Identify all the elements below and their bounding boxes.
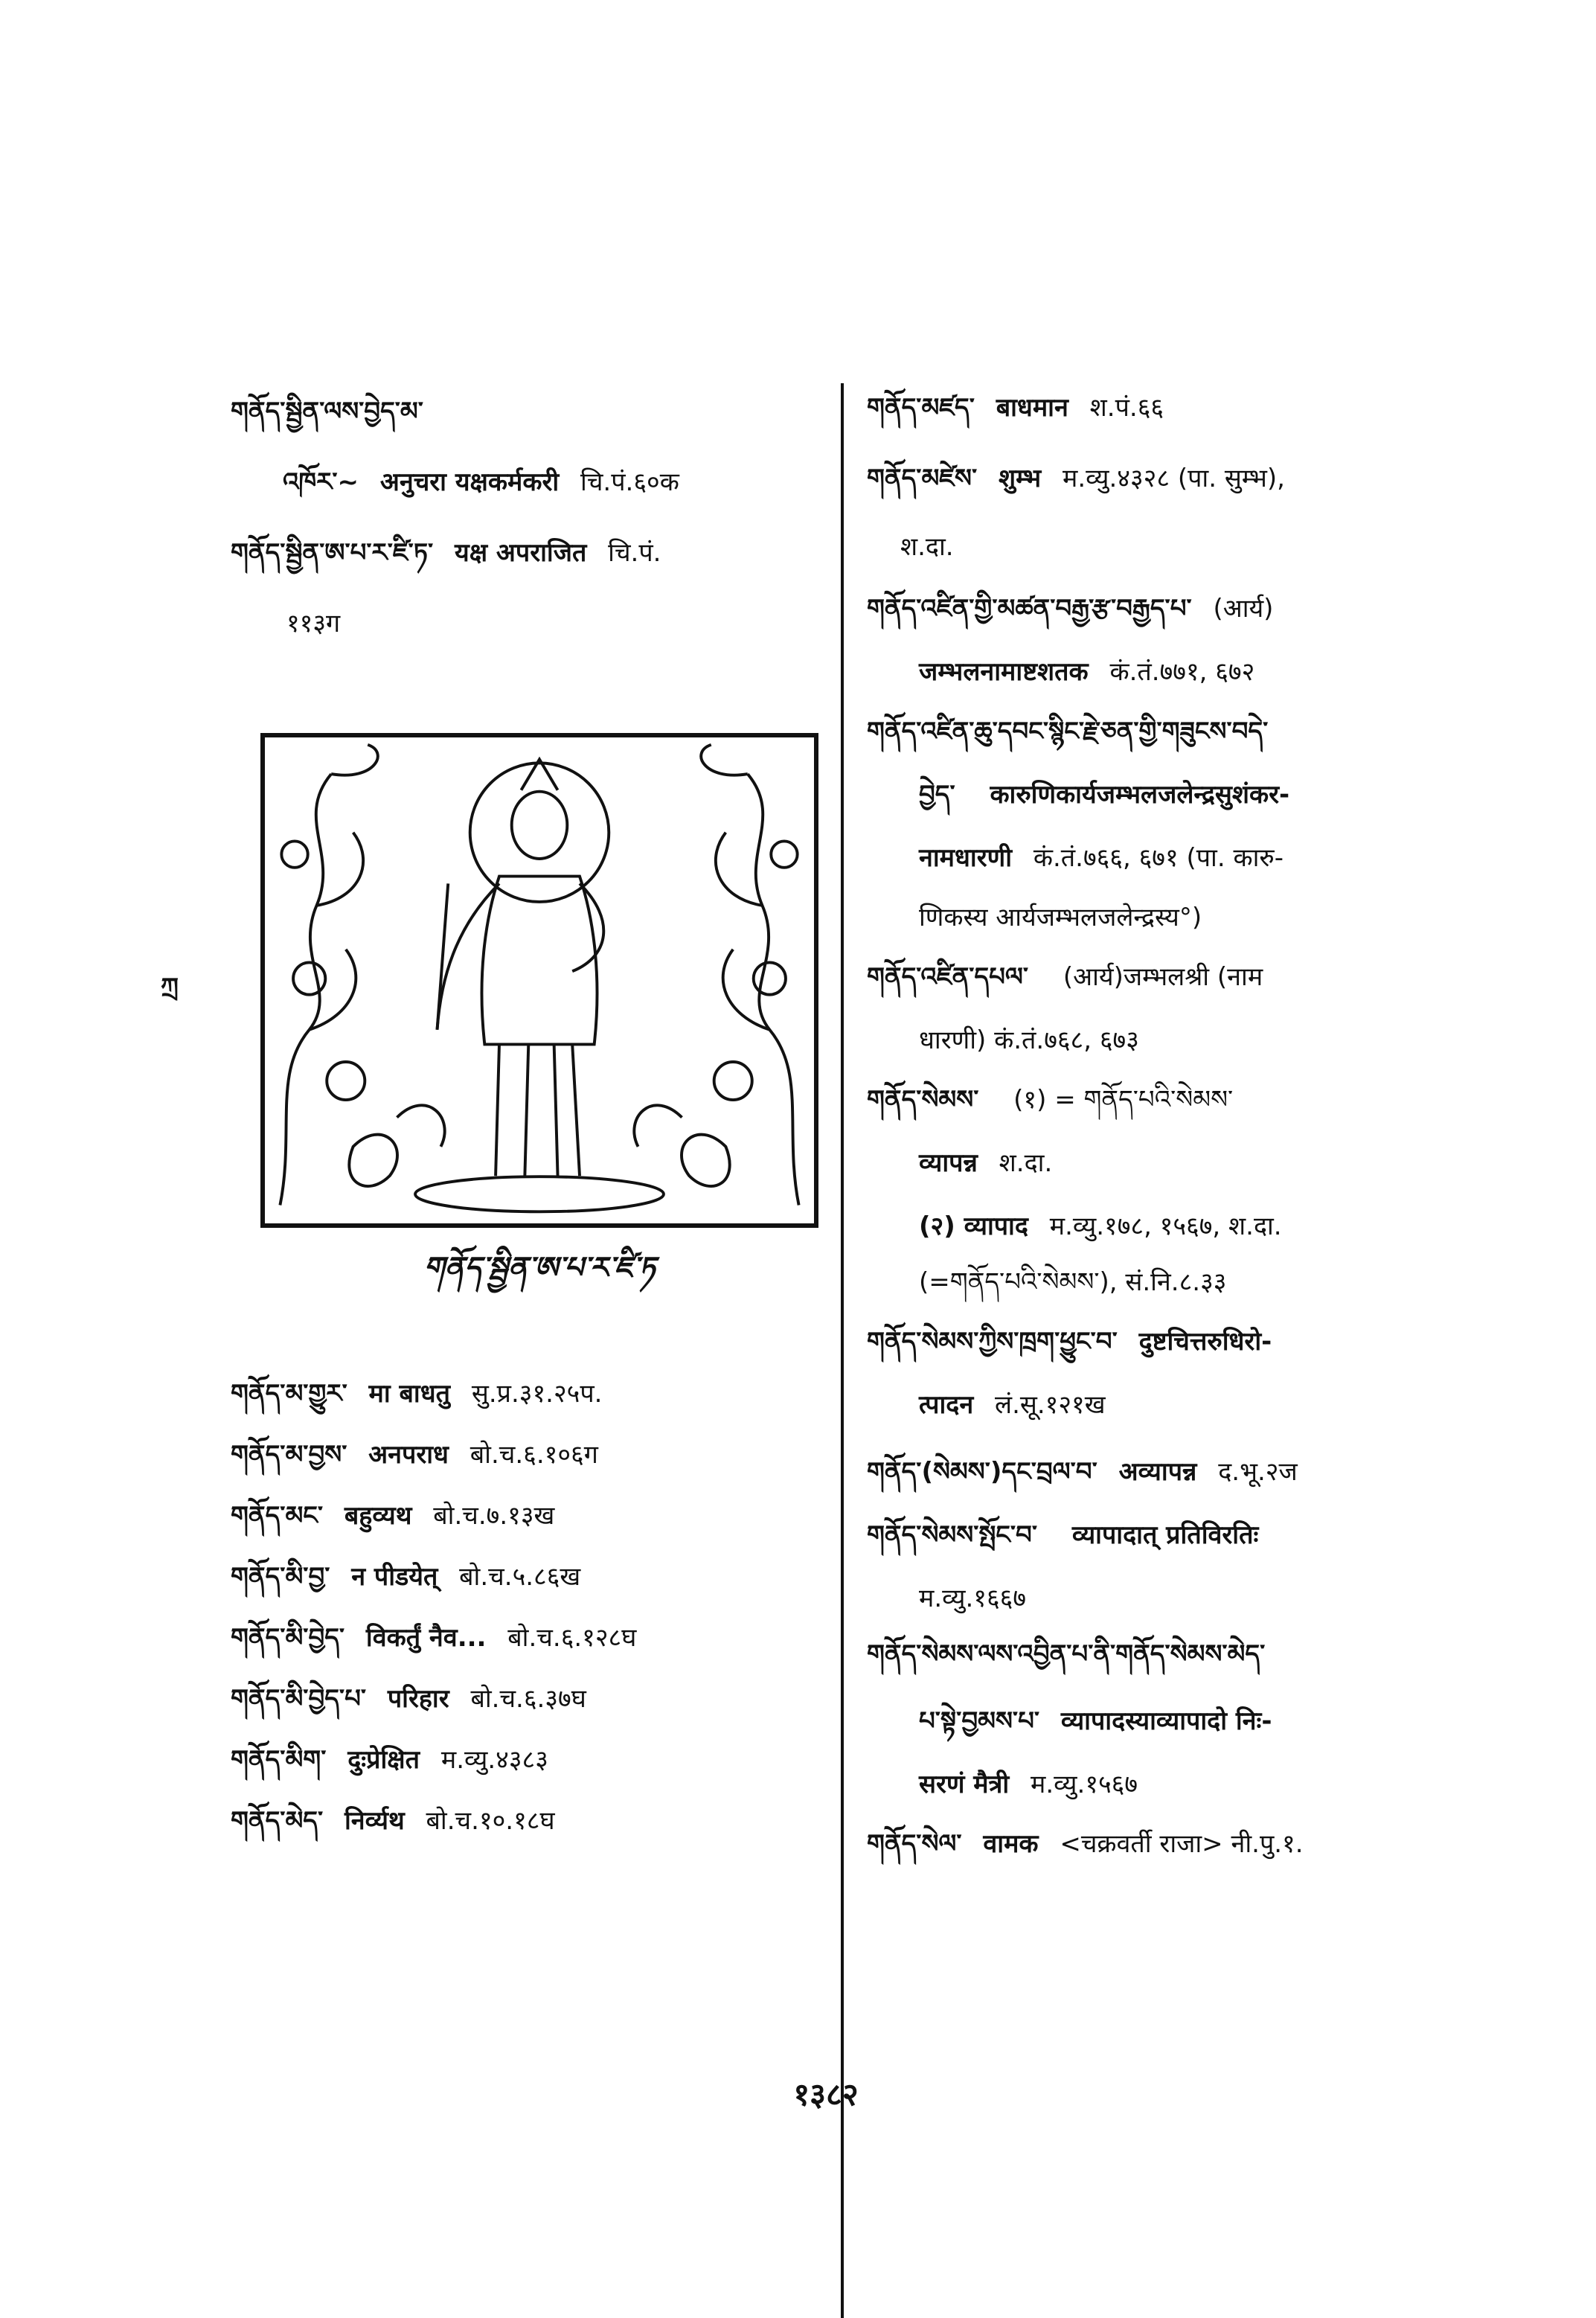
- gloss: व्यापादात् प्रतिविरतिः: [1071, 1520, 1259, 1550]
- entry-right-4: [867, 714, 1268, 749]
- headword: གནོད་འཛིན་གྱི་མཚན་བརྒྱ་རྩ་བརྒྱད་པ་: [867, 594, 1192, 624]
- entry-right-3-cont: [919, 655, 1254, 689]
- gloss: न पीडयेत्: [351, 1562, 438, 1592]
- entry-right-4-cont2: [919, 841, 1283, 875]
- page-number: १३८२: [793, 2076, 859, 2113]
- gloss: सरणं मैत्री: [919, 1770, 1010, 1799]
- headword: གནོད་མ་གྱུར་: [231, 1379, 347, 1409]
- entry-right-6-cont2: [919, 1209, 1282, 1243]
- entry-left-bottom-2: [231, 1438, 598, 1472]
- gloss: नामधारणी: [919, 843, 1013, 873]
- gloss: वामक: [983, 1829, 1039, 1859]
- gloss: बहुव्यथ: [344, 1501, 412, 1531]
- entry-right-4-cont3: [919, 900, 1202, 935]
- reference: (=གནོད་པའི་སེམས་), सं.नि.८.३३: [919, 1267, 1227, 1297]
- gloss: निर्व्यथ: [344, 1806, 405, 1836]
- margin-tab: ཀྲ: [161, 973, 179, 1002]
- entry-right-10: [867, 1637, 1265, 1671]
- gloss: अनुचरा यक्षकर्मकरी: [379, 467, 560, 497]
- gloss: दुःप्रेक्षित: [347, 1745, 420, 1775]
- figure-caption: གནོད་སྦྱིན་ཨ་པ་ར་ཛི་ཏ: [423, 1251, 656, 1285]
- entry-right-5-cont: [919, 1023, 1139, 1057]
- reference: कं.तं.७६६, ६७१ (पा. कारु-: [1033, 843, 1283, 873]
- headword: གནོད་མི་བྱེད་: [231, 1623, 345, 1653]
- headword: གནོད་འཛིན་ཆུ་དབང་སྙིང་རྗེ་ཅན་གྱི་གཟུངས་བདེ་: [867, 717, 1269, 746]
- reference: श.दा.: [999, 1148, 1053, 1178]
- headword: གནོད་མེད་: [231, 1806, 324, 1836]
- entry-left-bottom-6: [231, 1682, 586, 1716]
- headword: གནོད་མ་བྱས་: [231, 1440, 347, 1470]
- reference: ११३ग: [286, 609, 341, 638]
- entry-right-6: [867, 1083, 1233, 1117]
- entry-left-2-cont: [286, 606, 340, 641]
- gloss: त्पादन: [919, 1390, 974, 1420]
- reference: लं.सू.१२१ख: [995, 1390, 1106, 1420]
- entry-right-9-cont: [919, 1581, 1026, 1616]
- entry-left-bottom-3: [231, 1499, 554, 1533]
- entry-right-6-cont1: [919, 1146, 1052, 1180]
- reference: बो.च.५.८६ख: [459, 1562, 581, 1592]
- entry-right-9: [867, 1518, 1258, 1552]
- entry-right-2: [867, 461, 1285, 496]
- entry-right-7-cont: [919, 1388, 1106, 1422]
- column-divider: [841, 383, 844, 2318]
- gloss: व्यापन्न: [919, 1148, 978, 1178]
- gloss: मा बाधतु: [368, 1379, 451, 1409]
- reference: म.व्यु.४३८३: [440, 1745, 548, 1775]
- reference: चि.पं.: [608, 538, 661, 568]
- entry-right-5: [867, 960, 1263, 994]
- headword: གནོད་མི་བྱེད་པ་: [231, 1684, 367, 1714]
- reference: णिकस्य आर्यजम्भलजलेन्द्रस्य°): [919, 903, 1202, 932]
- entry-right-10-cont2: [919, 1767, 1138, 1802]
- headword: པ་སྟེ་བྱམས་པ་: [919, 1706, 1040, 1736]
- headword: བྱེད་: [919, 780, 955, 810]
- reference: (आर्य)जम्भलश्री (नाम: [1063, 962, 1263, 992]
- reference: बो.च.६.३७घ: [470, 1684, 586, 1714]
- gloss: (२) व्यापाद: [919, 1211, 1028, 1241]
- headword: གནོད་སེམས་ཀྱིས་ཁྲག་ཕྱུང་བ་: [867, 1327, 1118, 1357]
- reference: धारणी) कं.तं.७६८, ६७३: [919, 1025, 1139, 1055]
- entry-right-2-cont: [900, 530, 954, 564]
- entry-right-3: [867, 592, 1273, 626]
- entry-right-10-cont1: [919, 1704, 1272, 1738]
- reference: सु.प्र.३१.२५प.: [471, 1379, 603, 1409]
- reference: म.व्यु.१५६७: [1031, 1770, 1138, 1799]
- reference: द.भू.२ज: [1218, 1457, 1298, 1487]
- entry-left-bottom-5: [231, 1621, 636, 1655]
- gloss: अव्यापन्न: [1118, 1457, 1197, 1487]
- gloss: कारुणिकार्यजम्भलजलेन्द्रसुशंकर-: [990, 780, 1290, 810]
- entry-right-1: [867, 391, 1164, 425]
- reference: (आर्य): [1213, 594, 1274, 624]
- headword: གནོད་འཛིན་དཔལ་: [867, 962, 1029, 992]
- entry-right-4-cont1: [919, 778, 1289, 812]
- reference: बो.च.६.१२८घ: [507, 1623, 637, 1653]
- reference: <चक्रवर्ती राजा> नी.पु.१.: [1060, 1829, 1304, 1859]
- entry-left-bottom-7: [231, 1743, 548, 1777]
- headword: གནོད་མང་: [231, 1501, 324, 1531]
- headword: གནོད་སེལ་: [867, 1829, 962, 1859]
- entry-left-bottom-1: [231, 1377, 602, 1411]
- reference: श.दा.: [900, 532, 954, 562]
- headword: འཁོར་~: [283, 467, 359, 497]
- entry-left-1: [231, 394, 423, 429]
- gloss: शुम्भ: [998, 464, 1042, 493]
- deity-illustration: [260, 733, 818, 1228]
- headword: གནོད་མི་བྱ་: [231, 1562, 330, 1592]
- entry-right-11: [867, 1827, 1304, 1861]
- reference: (१) = གནོད་པའི་སེམས་: [1013, 1085, 1234, 1115]
- reference: म.व्यु.१६६७: [919, 1584, 1027, 1613]
- gloss: अनपराध: [368, 1440, 449, 1470]
- entry-left-1-sub: [283, 465, 679, 499]
- reference: म.व्यु.१७८, १५६७, श.दा.: [1049, 1211, 1282, 1241]
- gloss: जम्भलनामाष्टशतक: [919, 657, 1089, 687]
- entry-right-6-cont3: [919, 1265, 1226, 1299]
- reference: बो.च.६.१०६ग: [469, 1440, 598, 1470]
- reference: चि.पं.६०क: [580, 467, 679, 497]
- headword: གནོད་སེམས་ལས་འབྱིན་པ་ནི་གནོད་སེམས་མེད་: [867, 1639, 1266, 1669]
- gloss: बाधमान: [996, 393, 1068, 423]
- reference: बो.च.७.१३ख: [433, 1501, 555, 1531]
- headword: གནོད་སེམས་སྤོང་བ་: [867, 1520, 1037, 1550]
- headword: གནོད་སྦྱིན་ལས་བྱེད་མ་: [231, 397, 423, 426]
- gloss: दुष्टचित्तरुधिरो-: [1138, 1327, 1272, 1357]
- headword: གནོད་སྦྱིན་ཨ་པ་ར་ཛི་ཏ་: [231, 538, 434, 568]
- gloss: परिहार: [387, 1684, 449, 1714]
- headword: གནོད་མཛེས་: [867, 464, 978, 493]
- headword: གནོད་(སེམས་)དང་བྲལ་བ་: [867, 1457, 1097, 1487]
- entry-left-2: [231, 536, 661, 570]
- entry-right-8: [867, 1455, 1298, 1489]
- entry-left-bottom-4: [231, 1560, 580, 1594]
- reference: कं.तं.७७१, ६७२: [1109, 657, 1255, 687]
- reference: बो.च.१०.१८घ: [426, 1806, 555, 1836]
- headword: གནོད་མཛད་: [867, 393, 975, 423]
- gloss: विकर्तुं नैव...: [365, 1623, 487, 1653]
- entry-left-bottom-8: [231, 1804, 555, 1838]
- reference: म.व्यु.४३२८ (पा. सुम्भ),: [1063, 464, 1285, 493]
- reference: श.पं.६६: [1089, 393, 1164, 423]
- gloss: व्यापादस्याव्यापादो निः-: [1060, 1706, 1272, 1736]
- headword: གནོད་སེམས་: [867, 1085, 979, 1115]
- gloss: यक्ष अपराजित: [454, 538, 587, 568]
- headword: གནོད་མིག་: [231, 1745, 327, 1775]
- entry-right-7: [867, 1325, 1272, 1359]
